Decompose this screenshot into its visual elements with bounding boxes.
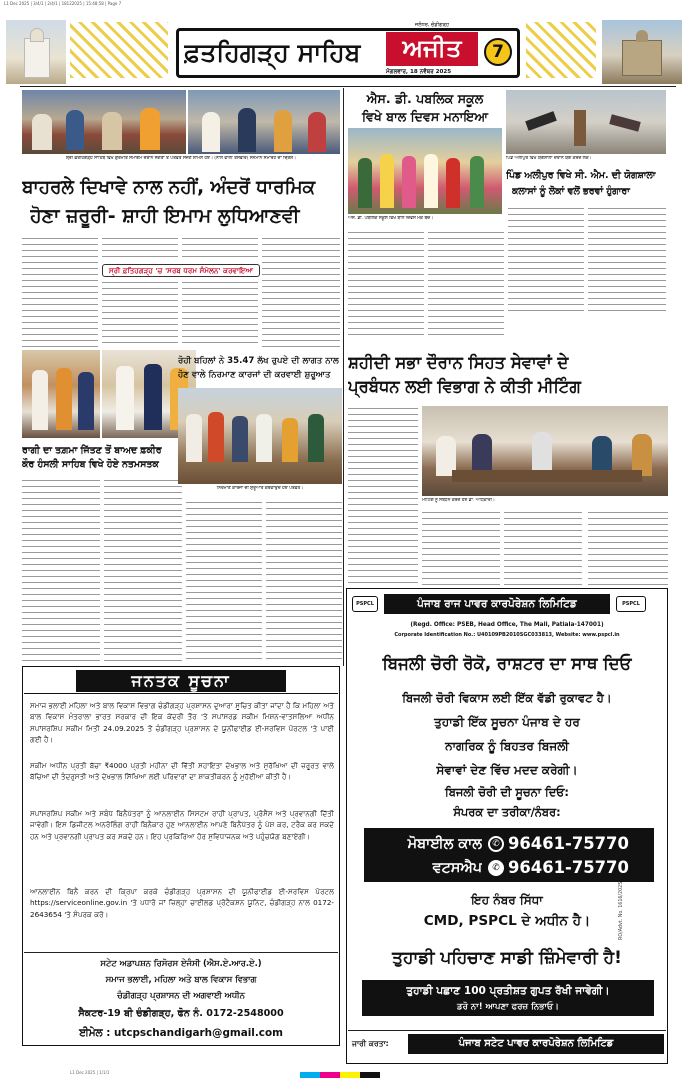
pspcl-mobile-number: 96461-75770 <box>508 834 629 853</box>
story2-photo <box>348 128 502 214</box>
masthead-left-photo <box>6 20 66 84</box>
story3-headline-1: ਪਿੰਡ ਅਲੀਪੁਰ ਵਿਖੇ ਸੀ. ਐਮ. ਦੀ ਯੋਗਸ਼ਾਲਾ <box>506 170 656 181</box>
story1-body-col2b <box>102 280 178 348</box>
story2-body-col1 <box>348 230 424 338</box>
notice-footer-rule <box>24 952 338 953</box>
phone-icon: ✆ <box>488 836 504 852</box>
notice-footer-2: ਸਮਾਜ ਭਲਾਈ, ਮਹਿਲਾ ਅਤੇ ਬਾਲ ਵਿਕਾਸ ਵਿਭਾਗ <box>105 974 257 984</box>
notice-footer-4: ਸੈਕਟਰ-19 ਬੀ ਚੰਡੀਗੜ੍ਹ, ਫੋਨ ਨੰ. 0172-2548000 <box>78 1008 284 1019</box>
pspcl-banner-1: ਤੁਹਾਡੀ ਪਛਾਣ 100 ਪ੍ਰਤੀਸ਼ਤ ਗੁਪਤ ਰੱਖੀ ਜਾਵੇਗੀ। <box>406 985 610 997</box>
story5-photo <box>178 388 342 484</box>
story3-headline-2: ਕਲਾਸਾਂ ਨੂੰ ਲੋਕਾਂ ਵਲੋਂ ਭਰਵਾਂ ਹੁੰਗਾਰਾ <box>512 186 630 197</box>
story3-photo <box>506 90 666 154</box>
masthead-ornament-left <box>70 22 168 78</box>
pspcl-banner-2: ਡਰੋ ਨਾ! ਆਪਣਾ ਫਰਜ਼ ਨਿਭਾਓ। <box>457 1002 559 1012</box>
story3-body-col2 <box>588 206 666 316</box>
story5-caption: ਨਿਰਮਾਣ ਕਾਰਜਾਂ ਦੀ ਸ਼ੁਰੂਆਤ ਕਰਵਾਉਂਦੇ ਹੋਏ ਪਤਵੰਤੇ। <box>216 486 304 491</box>
color-bar <box>300 1072 380 1078</box>
notice-body-4: ਆਨਲਾਈਨ ਬਿਨੈ ਕਰਨ ਦੀ ਕ੍ਰਿਪਾ ਕਰਕੇ ਚੰਡੀਗੜ੍ਹ ਪ੍ਰਸ਼ਾਸਨ ਦੀ ਯੂਨੀਫਾਈਡ ਈ-ਸਰਵਿਸ ਪੋਰਟਲ https://serviceonline.gov.in 'ਤੇ ਪਧਾਰੋ ਜਾਂ ਜ਼ਿਲ੍ਹਾ ਚਾਈਲਡ ਪ੍ਰੋਟੈਕਸ਼ਨ ਯੂਨਿਟ, ਚੰਡੀਗੜ੍ਹ ਨਾਲ 0172-2643654 'ਤੇ ਸੰਪਰਕ ਕਰੋ। <box>30 887 334 919</box>
story4-headline-2: ਕੌਰ ਹੰਸਲੀ ਸਾਹਿਬ ਵਿਖੇ ਹੋਏ ਨਤਮਸਤਕ <box>22 459 159 470</box>
masthead-brand-sub: ਜਲੰਧਰ, ਚੰਡੀਗੜ੍ਹ <box>414 22 449 28</box>
story3-body-col1 <box>508 206 584 316</box>
notice-body-2: ਸਕੀਮ ਅਧੀਨ ਪ੍ਰਤੀ ਬੱਚਾ ₹4000 ਪ੍ਰਤੀ ਮਹੀਨਾ ਦੀ ਵਿੱਤੀ ਸਹਾਇਤਾ ਦੇਖਭਾਲ ਅਤੇ ਸੁਰੱਖਿਆ ਦੀ ਜ਼ਰੂਰਤ ਵਾਲੇ ਬੱਚਿਆਂ ਦੀ ਤੰਦਰੁਸਤੀ ਅਤੇ ਦੇਖਭਾਲ ਸਿੱਖਿਆ ਲਈ ਪਰਿਵਾਰਾਂ ਦਾ ਸ਼ਾਕਤੀਕਰਨ ਨੂੰ ਮੁਹੱਈਆ ਕੀਤੀ ਹੈ। <box>30 761 334 782</box>
pspcl-line-6: ਸੰਪਰਕ ਦਾ ਤਰੀਕਾ/ਨੰਬਰ: <box>453 805 561 819</box>
pspcl-privacy: ਤੁਹਾਡੀ ਪਹਿਚਾਣ ਸਾਡੀ ਜ਼ਿੰਮੇਵਾਰੀ ਹੈ! <box>392 948 622 968</box>
story6-headline-2: ਪ੍ਰਬੰਧਨ ਲਈ ਵਿਭਾਗ ਨੇ ਕੀਤੀ ਮੀਟਿੰਗ <box>348 377 581 396</box>
pspcl-issuer-label: ਜਾਰੀ ਕਰਤਾ: <box>352 1039 389 1048</box>
pspcl-issuer: ਪੰਜਾਬ ਸਟੇਟ ਪਾਵਰ ਕਾਰਪੋਰੇਸ਼ਨ ਲਿਮਿਟਿਡ <box>458 1038 614 1049</box>
pspcl-line-4: ਸੇਵਾਵਾਂ ਦੇਣ ਵਿੱਚ ਮਦਦ ਕਰੇਗੀ। <box>436 763 578 777</box>
pspcl-line-1: ਬਿਜਲੀ ਚੋਰੀ ਵਿਕਾਸ ਲਈ ਇੱਕ ਵੱਡੀ ਰੁਕਾਵਟ ਹੈ। <box>402 691 612 705</box>
masthead-right-photo <box>602 20 682 84</box>
story1-headline-2: ਹੋਣਾ ਜ਼ਰੂਰੀ- ਸ਼ਾਹੀ ਇਮਾਮ ਲੁਧਿਆਣਵੀ <box>30 205 300 227</box>
pspcl-logo-left: PSPCL <box>352 596 378 612</box>
pspcl-line-5: ਬਿਜਲੀ ਚੋਰੀ ਦੀ ਸੂਚਨਾ ਦਿਓ: <box>445 785 569 799</box>
story4-photo-1 <box>22 350 100 438</box>
masthead-brand: ਅਜੀਤ <box>402 34 462 62</box>
story6-caption: ਮੀਟਿੰਗ ਨੂੰ ਸੰਬੋਧਨ ਕਰਦੇ ਹੋਏ ਡਾ. ਅਧਿਕਾਰੀ। <box>422 498 495 503</box>
story1-headline-1: ਬਾਹਰਲੇ ਦਿਖਾਵੇ ਨਾਲ ਨਹੀਂ, ਅੰਦਰੋਂ ਧਾਰਮਿਕ <box>22 177 316 198</box>
story1-body-col3b <box>182 280 258 348</box>
story1-body-col4 <box>262 236 340 348</box>
story6-body-col1 <box>348 406 418 586</box>
column-divider <box>343 88 344 666</box>
story6-photo <box>422 406 668 496</box>
story6-body-col2 <box>422 510 500 586</box>
slug-line: L1 Dec 2025 | 3/4/1 | 2/4/1 | 18122025 | 15:48:58 | Page 7 <box>4 1 122 6</box>
story2-headline-1: ਐਸ. ਡੀ. ਪਬਲਿਕ ਸਕੂਲ <box>366 91 484 106</box>
pspcl-company: ਪੰਜਾਬ ਰਾਜ ਪਾਵਰ ਕਾਰਪੋਰੇਸ਼ਨ ਲਿਮਿਟਿਡ <box>417 598 577 610</box>
story4-body-col2 <box>104 478 182 664</box>
masthead-date: ਮੰਗਲਵਾਰ, 18 ਨਵੰਬਰ 2025 <box>386 69 452 75</box>
story5-headline-2: ਹੋਣ ਵਾਲੇ ਨਿਰਮਾਣ ਕਾਰਜਾਂ ਦੀ ਕਰਵਾਈ ਸ਼ੁਰੂਆਤ <box>178 370 331 380</box>
pspcl-mobile-label: ਮੋਬਾਈਲ ਕਾਲ <box>407 836 482 852</box>
story6-headline-1: ਸ਼ਹੀਦੀ ਸਭਾ ਦੌਰਾਨ ਸਿਹਤ ਸੇਵਾਵਾਂ ਦੇ <box>348 353 569 372</box>
pspcl-whatsapp-label: ਵਟਸਐਪ <box>432 860 482 876</box>
masthead-ornament-right <box>526 22 596 78</box>
masthead-rule <box>20 86 676 87</box>
story1-subhead: ਸ੍ਰੀ ਫ਼ਤਿਹਗੜ੍ਹ 'ਚ 'ਸਰਬ ਧਰਮ ਸੰਮੇਲਨ' ਕਰਵਾਇਆ <box>108 266 254 275</box>
story1-body-col1 <box>22 236 98 348</box>
story2-headline-2: ਵਿਖੇ ਬਾਲ ਦਿਵਸ ਮਨਾਇਆ <box>361 109 489 124</box>
notice-footer-3: ਚੰਡੀਗੜ੍ਹ ਪ੍ਰਸ਼ਾਸਨ ਦੀ ਅਗਵਾਈ ਅਧੀਨ <box>117 990 245 1000</box>
bottom-slug: L1 Dec 2025 | 1/1/1 <box>70 1070 110 1075</box>
whatsapp-icon: ✆ <box>488 860 504 876</box>
story5-body-col1 <box>186 500 262 664</box>
page-number: 7 <box>492 42 504 62</box>
pspcl-line-2: ਤੁਹਾਡੀ ਇੱਕ ਸੂਚਨਾ ਪੰਜਾਬ ਦੇ ਹਰ <box>434 715 580 729</box>
story2-caption: ਐਸ. ਡੀ. ਪਬਲਿਕ ਸਕੂਲ ਵਿਖੇ ਬਾਲ ਦਿਵਸ ਮੌਕੇ ਬੱਚੇ। <box>348 216 434 221</box>
masthead <box>6 14 682 84</box>
story4-body-col1 <box>22 478 100 664</box>
notice-title: ਜਨਤਕ ਸੂਚਨਾ <box>131 671 231 690</box>
story1-body-col3 <box>182 236 258 260</box>
story1-photo-left <box>22 90 186 154</box>
masthead-title: ਫ਼ਤਹਿਗੜ੍ਹ ਸਾਹਿਬ <box>184 38 361 67</box>
pspcl-logo-right: PSPCL <box>616 596 646 612</box>
story1-body-col2 <box>102 236 178 260</box>
pspcl-issuer-rule <box>348 1030 666 1031</box>
notice-footer-5: ਈਮੇਲ : utcpschandigarh@gmail.com <box>79 1027 283 1039</box>
story6-body-col4 <box>588 510 668 586</box>
story1-caption: ਸ਼੍ਰੀ ਫ਼ਤਹਿਗੜ੍ਹ ਸਾਹਿਬ ਵਿਖੇ ਗੁਰਮਤਿ ਸਮਾਗਮ ਦੌਰਾਨ ਸੰਗਤਾਂ ਤੇ ਪਤਵੰਤੇ ਸੱਜਣ ਸ਼ਾਮਲ ਹੋਏ। (ਨਾਲ ਵਾਲੀ ਤਸਵੀਰ) ਸਨਮਾਨ ਸਮਾਰੋਹ ਦਾ ਦ੍ਰਿਸ਼। <box>65 156 297 161</box>
pspcl-reg-line: (Regd. Office: PSEB, Head Office, The Mall, Patiala-147001) <box>410 622 604 628</box>
pspcl-cin-line: Corporate Identification No.: U40109PB2010SGC033813, Website: www.pspcl.in <box>394 632 620 638</box>
pspcl-direct-2: CMD, PSPCL ਦੇ ਅਧੀਨ ਹੈ। <box>423 913 591 929</box>
story1-photo-right <box>188 90 340 154</box>
pspcl-line-3: ਨਾਗਰਿਕ ਨੂੰ ਬਿਹਤਰ ਬਿਜਲੀ <box>445 739 569 753</box>
pspcl-side-code: RO/Advt. No. 1616/2025 <box>619 881 624 940</box>
story3-caption: ਪਿੰਡ ਅਲੀਪੁਰ ਵਿਖੇ ਯੋਗਸ਼ਾਲਾ ਦੌਰਾਨ ਯੋਗ ਕਰਦੇ ਲੋਕ। <box>506 156 592 161</box>
notice-body-1: ਸਮਾਜ ਭਲਾਈ ਮਹਿਲਾ ਅਤੇ ਬਾਲ ਵਿਕਾਸ ਵਿਭਾਗ ਚੰਡੀਗੜ੍ਹ ਪ੍ਰਸ਼ਾਸਨ ਦੁਆਰਾ ਸੂਚਿਤ ਕੀਤਾ ਜਾਂਦਾ ਹੈ ਕਿ ਮਹਿਲਾ ਅਤੇ ਬਾਲ ਵਿਕਾਸ ਮੰਤਰਾਲਾ ਭਾਰਤ ਸਰਕਾਰ ਦੀ ਇਕ ਕੇਂਦਰੀ ਤੌਰ 'ਤੇ ਸਪਾਂਸਰਡ ਸਕੀਮ ਮਿਸ਼ਨ-ਵਾਤਸਲਿਆ ਅਧੀਨ ਸਪਾਂਸਰਸ਼ਿਪ ਸਕੀਮ ਮਿਤੀ 24.09.2025 ਤੋਂ ਚੰਡੀਗੜ੍ਹ ਪ੍ਰਸ਼ਾਸਨ ਦੇ ਯੂਨੀਫਾਈਡ ਈ-ਸਰਵਿਸ ਪੋਰਟਲ 'ਤੇ ਪਾਈ ਗਈ ਹੈ। <box>30 701 334 745</box>
pspcl-direct-1: ਇਹ ਨੰਬਰ ਸਿੱਧਾ <box>471 893 543 907</box>
notice-footer-1: ਸਟੇਟ ਅਡਾਪਸ਼ਨ ਰਿਸੋਰਸ ਏਜੰਸੀ (ਐਸ.ਏ.ਆਰ.ਏ.) <box>100 958 262 968</box>
story5-headline-1: ਰੋਹੀ ਬਹਿਲਾਂ ਨੇ 35.47 ਲੱਖ ਰੁਪਏ ਦੀ ਲਾਗਤ ਨਾਲ <box>178 356 339 366</box>
pspcl-whatsapp-number: 96461-75770 <box>508 858 629 877</box>
notice-body-3: ਸਪਾਂਸਰਸ਼ਿਪ ਸਕੀਮ ਅਤੇ ਸਬੰਧ ਬਿਨੈਪੱਤਰਾਂ ਨੂੰ ਆਨਲਾਈਨ ਸਿਸਟਮ ਰਾਹੀਂ ਪ੍ਰਾਪਤ, ਪ੍ਰੋਸੈਸ ਅਤੇ ਪ੍ਰਵਾਨਗੀ ਦਿੱਤੀ ਜਾਵੇਗੀ। ਇਸ ਡਿਜੀਟਲ ਅਨਰੋਲਿੰਗ ਰਾਹੀਂ ਬਿਨੈਕਾਰ ਹੁਣ ਆਨਲਾਈਨ ਆਪਣੇ ਬਿਨੈਪੱਤਰ ਨੂੰ ਪੇਸ਼ ਕਰ, ਟਰੈਕ ਕਰ ਸਕਦੇ ਹਨ ਅਤੇ ਪ੍ਰਵਾਨਗੀ ਪ੍ਰਾਪਤ ਕਰ ਸਕਦੇ ਹਨ। ਇਹ ਪ੍ਰਕਿਰਿਆ ਹੋਰ ਸੁਵਿਧਾਜਨਕ ਅਤੇ ਪਹੁੰਚਯੋਗ ਬਣਾਏਗੀ। <box>30 809 334 841</box>
story6-body-col3 <box>504 510 582 586</box>
story4-headline-1: ਰਾਗੀ ਦਾ ਤਗ਼ਮਾ ਜਿੱਤਣ ਤੋਂ ਬਾਅਦ ਫ਼ਕੀਰ <box>22 445 162 456</box>
story2-body-col2 <box>428 230 504 338</box>
story5-body-col2 <box>266 500 342 664</box>
pspcl-headline: ਬਿਜਲੀ ਚੋਰੀ ਰੋਕੋ, ਰਾਸ਼ਟਰ ਦਾ ਸਾਥ ਦਿਓ <box>382 654 632 673</box>
